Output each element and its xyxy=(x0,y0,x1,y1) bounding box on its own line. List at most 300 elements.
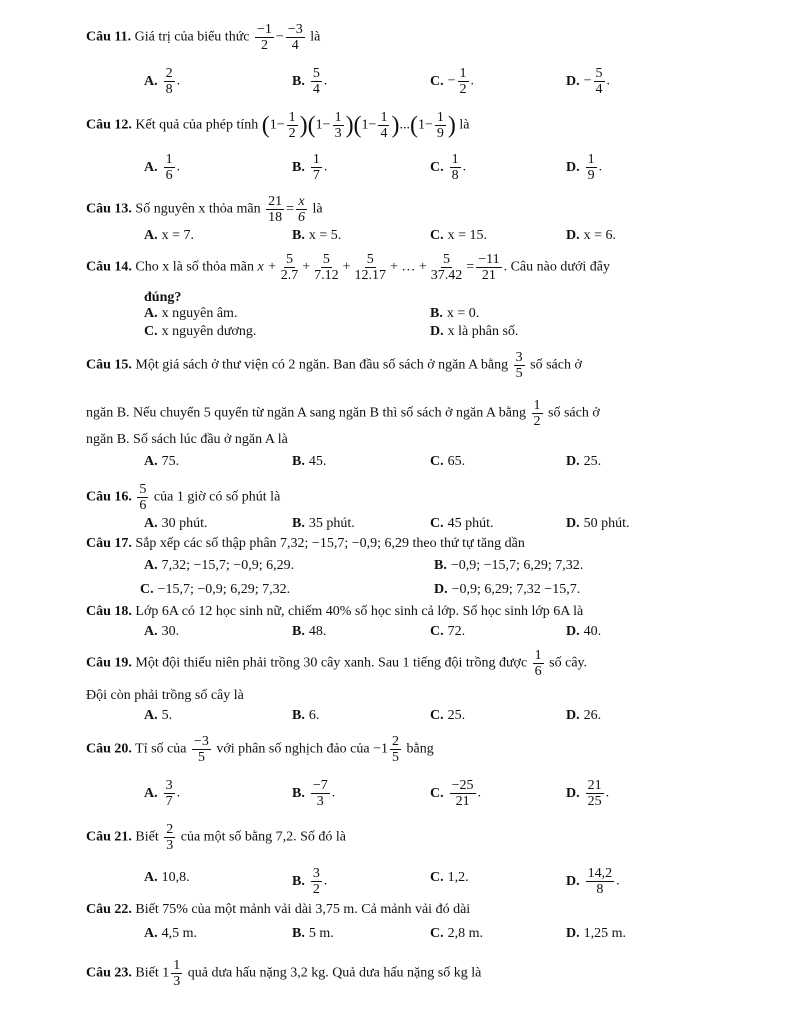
denominator: 3 xyxy=(173,974,181,989)
text-segment: − xyxy=(275,29,284,45)
question-number: Câu 12. xyxy=(86,117,132,133)
numerator: 1 xyxy=(173,958,181,973)
denominator: 3 xyxy=(334,126,342,141)
text-segment: Lớp 6A có 12 học sinh nữ, chiếm 40% số học sinh cả lớp. Số học sinh lớp 6A là xyxy=(135,604,584,619)
option-b[interactable] xyxy=(292,706,319,726)
option-c[interactable] xyxy=(430,452,465,472)
fraction xyxy=(450,778,476,809)
fraction xyxy=(390,734,401,765)
option-a[interactable] xyxy=(144,452,179,472)
option-a[interactable] xyxy=(144,924,197,944)
option-b[interactable] xyxy=(292,66,327,97)
text-segment: bằng xyxy=(406,741,434,757)
question-21 xyxy=(86,822,706,853)
option-b[interactable] xyxy=(430,304,479,324)
text-segment: . xyxy=(176,785,181,801)
denominator: 4 xyxy=(291,38,299,53)
option-c[interactable] xyxy=(430,622,465,642)
option-letter: D. xyxy=(566,873,580,889)
option-letter: C. xyxy=(430,870,444,885)
numerator: 2 xyxy=(166,822,174,837)
numerator: 5 xyxy=(139,482,147,497)
question-14 xyxy=(86,252,706,283)
option-letter: A. xyxy=(144,306,158,321)
text-segment: 75. xyxy=(161,454,180,469)
denominator: 6 xyxy=(139,498,147,513)
text-segment: 26. xyxy=(583,708,602,723)
text-segment: −15,7; −0,9; 6,29; 7,32. xyxy=(157,582,291,597)
option-b[interactable] xyxy=(292,452,326,472)
fraction xyxy=(378,110,389,141)
numerator: 1 xyxy=(334,110,342,125)
option-d[interactable] xyxy=(566,778,609,809)
option-letter: B. xyxy=(292,159,305,175)
denominator: 7 xyxy=(165,794,173,809)
text-segment: Câu 17. xyxy=(86,536,132,551)
text-segment: Một đội thiếu niên phải trồng 30 cây xanh. Sau 1 tiếng đội trồng được xyxy=(135,655,528,671)
fraction xyxy=(429,252,465,283)
numerator: 5 xyxy=(285,252,293,267)
option-d[interactable] xyxy=(566,706,601,726)
numerator: 1 xyxy=(459,66,467,81)
denominator: 2 xyxy=(459,82,467,97)
denominator: 37.42 xyxy=(430,268,463,283)
text-segment: Câu 23. xyxy=(86,965,132,981)
denominator: 8 xyxy=(451,168,459,183)
text-segment: của một số bằng 7,2. Số đó là xyxy=(180,829,347,845)
option-letter: D. xyxy=(566,159,580,175)
question-17 xyxy=(86,534,706,554)
question-15-line3: ngăn B. Số sách lúc đầu ở ngăn A là xyxy=(86,432,288,447)
option-letter: C. xyxy=(430,454,444,469)
text-segment: 5. xyxy=(161,708,173,723)
option-letter: B. xyxy=(292,454,305,469)
option-letter: A. xyxy=(144,516,158,531)
option-d[interactable] xyxy=(566,226,616,246)
fraction xyxy=(287,110,298,141)
fraction xyxy=(586,778,604,809)
option-b[interactable] xyxy=(292,866,327,897)
parenthesis: ( xyxy=(409,112,418,139)
numerator: 5 xyxy=(366,252,374,267)
denominator: 2 xyxy=(312,882,320,897)
text-segment: . xyxy=(462,159,467,175)
question-text: Số nguyên x thỏa mãn xyxy=(135,201,261,217)
numerator: 2 xyxy=(392,734,399,749)
denominator: 8 xyxy=(596,882,604,897)
option-letter: C. xyxy=(430,624,444,639)
numerator: −3 xyxy=(193,734,209,749)
option-d[interactable] xyxy=(566,452,601,472)
numerator: 1 xyxy=(587,152,595,167)
option-letter: C. xyxy=(430,785,444,801)
denominator: 5 xyxy=(392,750,399,765)
text-segment: 1− xyxy=(417,117,433,133)
text-segment: Câu 18. xyxy=(86,604,132,619)
denominator: 3 xyxy=(316,794,324,809)
text-segment: 4,5 m. xyxy=(161,926,198,941)
option-a[interactable] xyxy=(144,66,180,97)
text-segment: . xyxy=(176,159,181,175)
parenthesis: ) xyxy=(447,112,456,139)
option-c[interactable] xyxy=(430,152,466,183)
option-letter: A. xyxy=(144,785,158,801)
option-b[interactable] xyxy=(292,924,334,944)
option-letter: C. xyxy=(140,582,154,597)
text-segment: Câu 22. xyxy=(86,902,132,917)
denominator: 6 xyxy=(298,210,306,225)
numerator: 3 xyxy=(165,778,173,793)
option-letter: B. xyxy=(292,873,305,889)
question-18 xyxy=(86,602,706,622)
denominator: 21 xyxy=(455,794,470,809)
text-segment: Tỉ số của xyxy=(135,741,187,757)
option-c[interactable] xyxy=(430,226,487,246)
text-segment: ... xyxy=(399,117,410,133)
option-letter: B. xyxy=(292,516,305,531)
fraction xyxy=(333,110,344,141)
question-14-line2: đúng? xyxy=(144,290,182,305)
option-letter: D. xyxy=(566,708,580,723)
parenthesis: )( xyxy=(299,112,316,139)
option-letter: A. xyxy=(144,926,158,941)
option-d[interactable] xyxy=(566,152,602,183)
denominator: 4 xyxy=(595,82,603,97)
text-segment: 1− xyxy=(361,117,377,133)
fraction xyxy=(353,252,389,283)
text-segment: Biết 75% của một mảnh vải dài 3,75 m. Cả mảnh vải đó dài xyxy=(135,902,471,917)
text-segment: Câu 15. xyxy=(86,357,132,373)
denominator: 21 xyxy=(481,268,496,283)
option-letter: A. xyxy=(144,454,158,469)
option-a[interactable] xyxy=(144,514,208,534)
option-letter: A. xyxy=(144,870,158,885)
text-segment: 1− xyxy=(315,117,331,133)
fraction xyxy=(533,648,544,679)
fraction xyxy=(137,482,148,513)
question-15 xyxy=(86,350,706,381)
text-segment: 25. xyxy=(447,708,466,723)
option-b[interactable] xyxy=(292,778,335,809)
text-segment: x = 6. xyxy=(583,228,617,243)
fraction xyxy=(311,152,322,183)
option-b[interactable] xyxy=(292,226,341,246)
option-c[interactable] xyxy=(144,322,256,342)
text-segment: là xyxy=(459,117,470,133)
numerator: 21 xyxy=(268,194,283,209)
numerator: 1 xyxy=(534,648,542,663)
question-20 xyxy=(86,734,706,765)
text-segment: + xyxy=(342,259,351,275)
fraction xyxy=(450,152,461,183)
text-segment: = xyxy=(286,201,295,217)
text-segment: số cây. xyxy=(549,655,588,671)
fraction xyxy=(311,66,322,97)
option-letter: B. xyxy=(292,624,305,639)
text-segment: + xyxy=(302,259,311,275)
denominator: 4 xyxy=(380,126,388,141)
fraction xyxy=(312,252,341,283)
text-segment: − xyxy=(583,73,592,89)
option-letter: A. xyxy=(144,708,158,723)
numerator: 5 xyxy=(443,252,451,267)
text-segment: −0,9; −15,7; 6,29; 7,32. xyxy=(450,558,584,573)
question-text: Kết quả của phép tính xyxy=(135,117,259,133)
numerator: −7 xyxy=(312,778,328,793)
option-d[interactable] xyxy=(566,66,610,97)
option-letter: C. xyxy=(430,159,444,175)
question-22 xyxy=(86,900,706,920)
text-segment: 1,25 m. xyxy=(583,926,627,941)
option-letter: C. xyxy=(144,324,158,339)
numerator: 1 xyxy=(533,398,541,413)
fraction xyxy=(296,194,307,225)
option-letter: B. xyxy=(292,73,305,89)
option-d[interactable] xyxy=(430,322,518,342)
text-segment: Câu 21. xyxy=(86,829,132,845)
option-b[interactable] xyxy=(292,514,355,534)
text-segment: Sắp xếp các số thập phân 7,32; −15,7; −0,9; 6,29 theo thứ tự tăng dần xyxy=(135,536,525,551)
text-segment: −1 xyxy=(373,741,388,757)
option-letter: D. xyxy=(434,582,448,597)
question-16 xyxy=(86,482,706,513)
text-segment: Câu 19. xyxy=(86,655,132,671)
denominator: 25 xyxy=(587,794,602,809)
text-segment: 30. xyxy=(161,624,180,639)
text-segment: quả dưa hấu nặng 3,2 kg. Quả dưa hấu nặng số kg là xyxy=(187,965,482,981)
text-segment: 2,8 m. xyxy=(447,926,484,941)
option-letter: C. xyxy=(430,73,444,89)
fraction xyxy=(532,398,543,429)
option-c[interactable] xyxy=(430,514,494,534)
denominator: 7 xyxy=(312,168,320,183)
option-letter: D. xyxy=(566,624,580,639)
option-a[interactable] xyxy=(144,778,180,809)
fraction xyxy=(255,22,274,53)
text-segment: x = 0. xyxy=(446,306,480,321)
text-segment: 48. xyxy=(308,624,327,639)
fraction xyxy=(164,778,175,809)
option-letter: B. xyxy=(430,306,443,321)
fraction xyxy=(164,822,175,853)
denominator: 6 xyxy=(534,664,542,679)
numerator: 1 xyxy=(165,152,173,167)
numerator: 5 xyxy=(595,66,603,81)
numerator: 3 xyxy=(312,866,320,881)
text-segment: số sách ở xyxy=(530,357,582,373)
text-segment: Câu 16. xyxy=(86,489,132,505)
question-12 xyxy=(86,110,706,141)
text-segment: ngăn B. Nếu chuyển 5 quyển từ ngăn A sang ngăn B thì số sách ở ngăn A bằng xyxy=(86,405,526,421)
option-letter: B. xyxy=(292,228,305,243)
numerator: 3 xyxy=(515,350,523,365)
text-segment: = xyxy=(466,259,475,275)
denominator: 3 xyxy=(166,838,174,853)
text-segment: x là phân số. xyxy=(447,324,519,339)
text-segment: 65. xyxy=(447,454,466,469)
text-segment: 50 phút. xyxy=(583,516,630,531)
option-letter: A. xyxy=(144,159,158,175)
denominator: 6 xyxy=(165,168,173,183)
option-d[interactable] xyxy=(566,924,626,944)
option-a[interactable] xyxy=(144,868,190,888)
fraction xyxy=(171,958,182,989)
text-segment: 5 m. xyxy=(308,926,334,941)
denominator: 2 xyxy=(288,126,296,141)
numerator: −25 xyxy=(451,778,474,793)
text-segment: − xyxy=(447,73,456,89)
fraction xyxy=(279,252,301,283)
text-segment: 6. xyxy=(308,708,320,723)
text-segment: 30 phút. xyxy=(161,516,208,531)
option-c[interactable] xyxy=(430,778,481,809)
denominator: 4 xyxy=(312,82,320,97)
option-letter: B. xyxy=(434,558,447,573)
text-segment: . xyxy=(176,73,181,89)
fraction xyxy=(311,866,322,897)
text-segment: là xyxy=(312,201,323,217)
text-segment: với phân số nghịch đảo của xyxy=(216,741,370,757)
denominator: 9 xyxy=(587,168,595,183)
fraction xyxy=(435,110,446,141)
numerator: 5 xyxy=(322,252,330,267)
option-c[interactable] xyxy=(430,66,474,97)
text-segment: 1− xyxy=(269,117,285,133)
text-segment: Câu 20. xyxy=(86,741,132,757)
text-segment: x = 15. xyxy=(447,228,488,243)
question-19-line2: Đội còn phải trồng số cây là xyxy=(86,688,244,703)
option-a[interactable] xyxy=(144,226,194,246)
text-segment: là xyxy=(310,29,321,45)
option-d[interactable] xyxy=(434,580,580,600)
option-c[interactable] xyxy=(430,924,483,944)
text-segment: . xyxy=(616,873,620,889)
option-c[interactable] xyxy=(430,706,465,726)
option-c[interactable] xyxy=(140,580,290,600)
text-segment: . xyxy=(323,73,328,89)
option-letter: A. xyxy=(144,624,158,639)
denominator: 7.12 xyxy=(314,268,339,283)
option-d[interactable] xyxy=(566,622,601,642)
denominator: 9 xyxy=(436,126,444,141)
text-segment: 72. xyxy=(447,624,466,639)
text-segment: x = 7. xyxy=(161,228,195,243)
option-a[interactable] xyxy=(144,622,179,642)
fraction xyxy=(266,194,284,225)
option-letter: A. xyxy=(144,73,158,89)
numerator: 1 xyxy=(312,152,320,167)
text-segment: 40. xyxy=(583,624,602,639)
option-letter: B. xyxy=(292,708,305,723)
fraction xyxy=(164,152,175,183)
question-15-line2 xyxy=(86,398,706,429)
option-b[interactable] xyxy=(292,622,326,642)
question-number: Câu 11. xyxy=(86,29,132,45)
option-letter: D. xyxy=(566,516,580,531)
numerator: −1 xyxy=(257,22,272,37)
option-d[interactable] xyxy=(566,514,630,534)
fraction xyxy=(286,22,305,53)
numerator: x xyxy=(298,194,305,209)
denominator: 12.17 xyxy=(354,268,386,283)
option-c[interactable] xyxy=(430,868,469,888)
text-segment: . xyxy=(477,785,482,801)
fraction xyxy=(192,734,211,765)
option-a[interactable] xyxy=(144,706,172,726)
numerator: 14,2 xyxy=(587,866,613,881)
text-segment: + … + xyxy=(390,259,427,275)
text-segment: 7,32; −15,7; −0,9; 6,29. xyxy=(161,558,295,573)
denominator: 5 xyxy=(197,750,205,765)
fraction xyxy=(164,66,175,97)
text-segment: của 1 giờ có số phút là xyxy=(153,489,281,505)
numerator: 2 xyxy=(165,66,173,81)
option-a[interactable] xyxy=(144,556,294,576)
text-segment: số sách ở xyxy=(548,405,600,421)
option-letter: A. xyxy=(144,228,158,243)
parenthesis: )( xyxy=(345,112,362,139)
text-segment: . Câu nào dưới đây xyxy=(503,259,610,275)
text-segment: x nguyên âm. xyxy=(161,306,238,321)
denominator: 18 xyxy=(268,210,283,225)
option-letter: C. xyxy=(430,516,444,531)
numerator: 21 xyxy=(587,778,602,793)
parenthesis: ( xyxy=(261,112,270,139)
numerator: 1 xyxy=(451,152,459,167)
fraction xyxy=(594,66,605,97)
text-segment: x = 5. xyxy=(308,228,342,243)
option-letter: C. xyxy=(430,228,444,243)
text-segment: 1,2. xyxy=(447,870,469,885)
option-letter: D. xyxy=(566,926,580,941)
question-text: Cho x là số thỏa mãn xyxy=(135,259,255,275)
text-segment: . xyxy=(598,159,603,175)
option-d[interactable] xyxy=(566,866,620,897)
text-segment: x + xyxy=(257,259,277,275)
option-letter: A. xyxy=(144,558,158,573)
option-b[interactable] xyxy=(292,152,327,183)
fraction xyxy=(476,252,501,283)
fraction xyxy=(586,866,615,897)
option-a[interactable] xyxy=(144,304,237,324)
question-number: Câu 13. xyxy=(86,201,132,217)
text-segment: . xyxy=(331,785,336,801)
text-segment: . xyxy=(323,159,328,175)
option-letter: B. xyxy=(292,785,305,801)
fraction xyxy=(458,66,469,97)
numerator: −3 xyxy=(287,22,303,37)
option-letter: D. xyxy=(566,454,580,469)
text-segment: Biết xyxy=(135,965,159,981)
question-text: Giá trị của biểu thức xyxy=(134,29,250,45)
fraction xyxy=(586,152,597,183)
option-b[interactable] xyxy=(434,556,583,576)
parenthesis: ) xyxy=(391,112,400,139)
option-a[interactable] xyxy=(144,152,180,183)
denominator: 8 xyxy=(165,82,173,97)
option-letter: D. xyxy=(430,324,444,339)
question-number: Câu 14. xyxy=(86,259,132,275)
option-letter: D. xyxy=(566,785,580,801)
text-segment: 10,8. xyxy=(161,870,190,885)
text-segment: . xyxy=(606,73,611,89)
denominator: 5 xyxy=(515,366,523,381)
text-segment: . xyxy=(605,785,610,801)
numerator: 1 xyxy=(436,110,444,125)
text-segment: x nguyên dương. xyxy=(161,324,257,339)
numerator: 1 xyxy=(380,110,388,125)
option-letter: C. xyxy=(430,926,444,941)
